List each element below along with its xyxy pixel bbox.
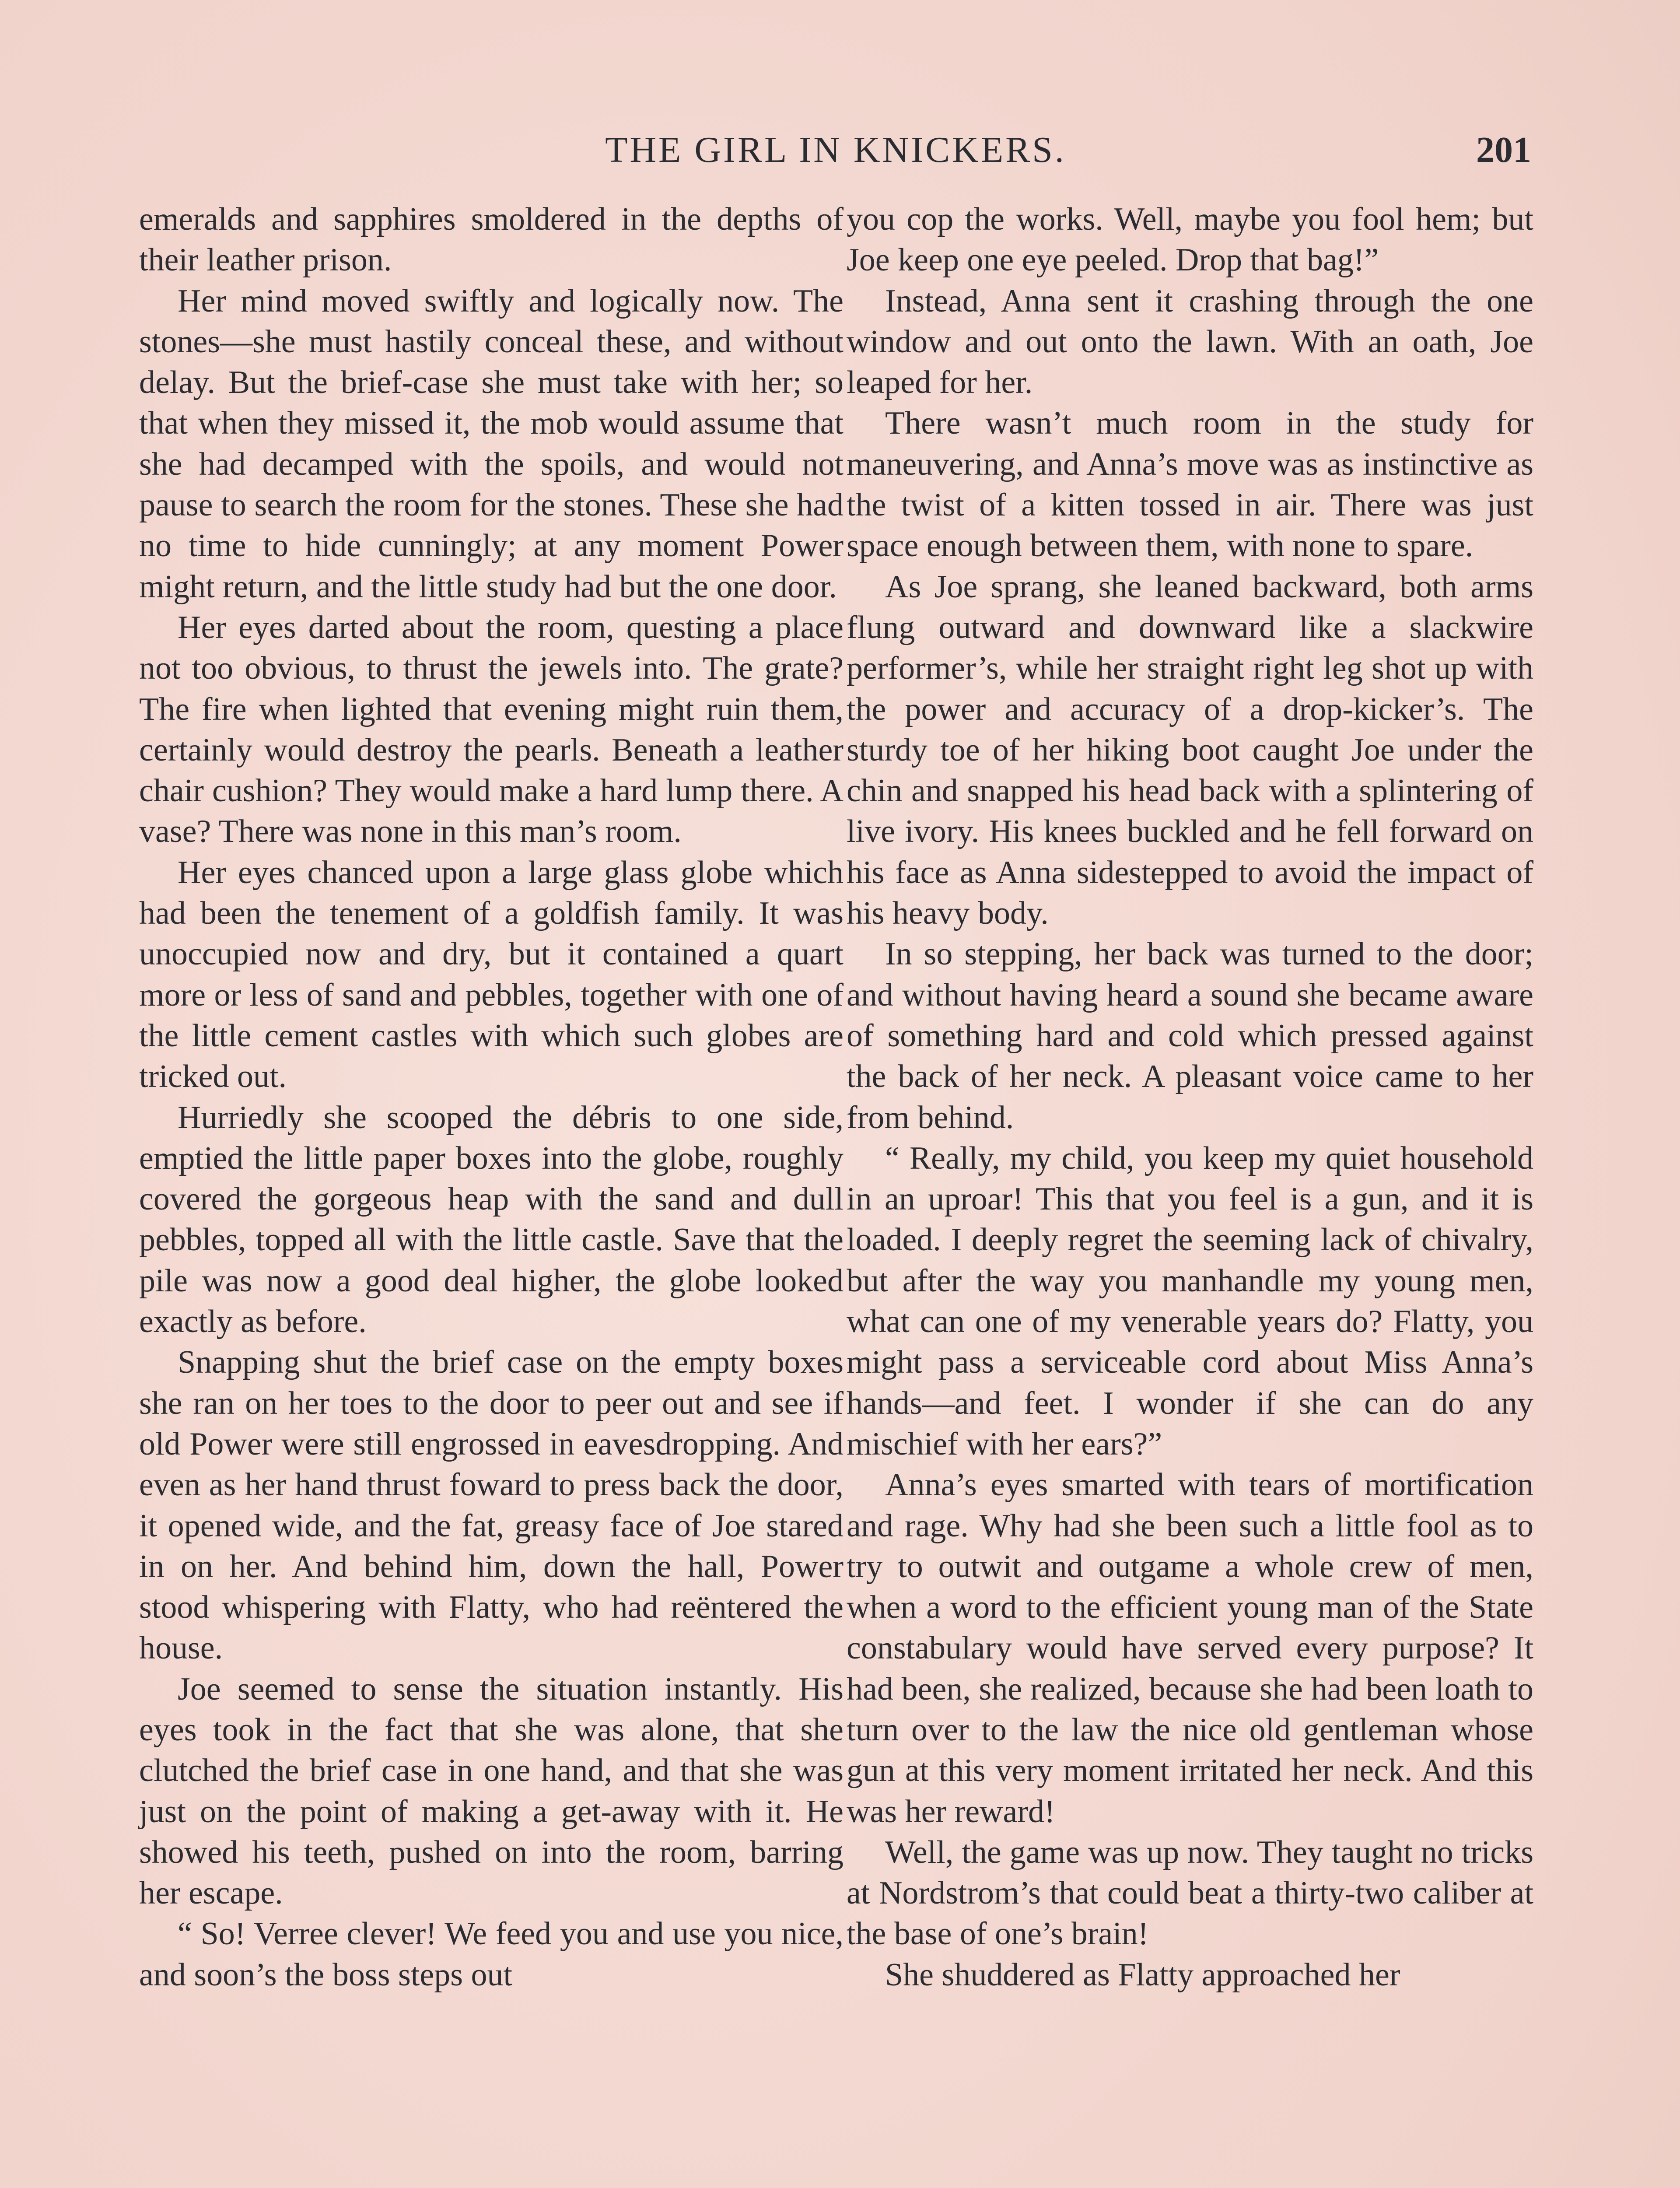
- paragraph: Snapping shut the brief case on the empty boxes she ran on her toes to the door to peer out and see if old Power were still engrossed in eavesdropping. And even as her hand thrust foward to press back the door, it opened wide, and the fat, greasy face of Joe stared in on her. And behind him, down the hall, Power stood whispering with Flatty, who had reëntered the house.: [139, 1344, 844, 1666]
- paragraph: She shuddered as Flatty approached her: [885, 1957, 1400, 1993]
- running-title: THE GIRL IN KNICKERS.: [605, 130, 1066, 170]
- page-header: [140, 126, 1531, 183]
- left-column: [139, 199, 844, 1995]
- paragraph: emeralds and sapphires smoldered in the depths of their leather prison.: [139, 201, 844, 278]
- paragraph: “ Really, my child, you keep my quiet household in an uproar! This that you feel is a gun, and it is loaded. I deeply regret the seeming lack of chivalry, but after the way you manhandle my young men, what can one of my venerable years do? Flatty, you might pass a serviceable cord about Miss Anna’s hands—and feet. I wonder if she can do any mischief with her ears?”: [847, 1140, 1533, 1462]
- paragraph: Anna’s eyes smarted with tears of mortification and rage. Why had she been such a little fool as to try to outwit and outgame a whole crew of men, when a word to the efficient young man of the State constabulary would have served every purpose? It had been, she realized, because she had been loath to turn over to the law the nice old gentleman whose gun at this very moment irritated her neck. And this was her reward!: [847, 1467, 1533, 1830]
- paragraph: Well, the game was up now. They taught no tricks at Nordstrom’s that could beat a thirty-two caliber at the base of one’s brain!: [847, 1834, 1533, 1952]
- paragraph: In so stepping, her back was turned to the door; and without having heard a sound she became aware of something hard and cold which pressed against the back of her neck. A pleasant voice came to her from behind.: [847, 936, 1533, 1136]
- paragraph: Her eyes darted about the room, questing a place not too obvious, to thrust the jewels into. The grate? The fire when lighted that evening might ruin them, certainly would destroy the pearls. Beneath a leather chair cushion? They would make a hard lump there. A vase? There was none in this man’s room.: [139, 609, 844, 850]
- page-number: 201: [1476, 130, 1531, 170]
- paragraph: “ So! Verree clever! We feed you and use you nice, and soon’s the boss steps out: [139, 1916, 844, 1993]
- paragraph: Instead, Anna sent it crashing through the one window and out onto the lawn. With an oath, Joe leaped for her.: [847, 283, 1533, 401]
- paragraph: Hurriedly she scooped the débris to one side, emptied the little paper boxes into the globe, roughly covered the gorgeous heap with the sand and dull pebbles, topped all with the little castle. Save that the pile was now a good deal higher, the globe looked exactly as before.: [139, 1099, 844, 1340]
- paragraph: Her eyes chanced upon a large glass globe which had been the tenement of a goldfish family. It was unoccupied now and dry, but it contained a quart more or less of sand and pebbles, together with one of the little cement castles with which such globes are tricked out.: [139, 854, 844, 1095]
- paragraph: you cop the works. Well, maybe you fool hem; but Joe keep one eye peeled. Drop that bag!”: [847, 201, 1533, 278]
- paragraph: Her mind moved swiftly and logically now. The stones—she must hastily conceal these, and without delay. But the brief-case she must take with her; so that when they missed it, the mob would assume that she had decamped with the spoils, and would not pause to search the room for the stones. These she had no time to hide cunningly; at any moment Power might return, and the little study had but the one door.: [139, 283, 844, 605]
- paragraph: As Joe sprang, she leaned backward, both arms flung outward and downward like a slackwire performer’s, while her straight right leg shot up with the power and accuracy of a drop-kicker’s. The sturdy toe of her hiking boot caught Joe under the chin and snapped his head back with a splintering of live ivory. His knees buckled and he fell forward on his face as Anna sidestepped to avoid the impact of his heavy body.: [847, 568, 1533, 932]
- paragraph: Joe seemed to sense the situation instantly. His eyes took in the fact that she was alone, that she clutched the brief case in one hand, and that she was just on the point of making a get-away with it. He showed his teeth, pushed on into the room, barring her escape.: [139, 1671, 844, 1911]
- right-column: [847, 199, 1533, 1995]
- paragraph: There wasn’t much room in the study for maneuvering, and Anna’s move was as instinctive as the twist of a kitten tossed in air. There was just space enough between them, with none to spare.: [847, 405, 1533, 564]
